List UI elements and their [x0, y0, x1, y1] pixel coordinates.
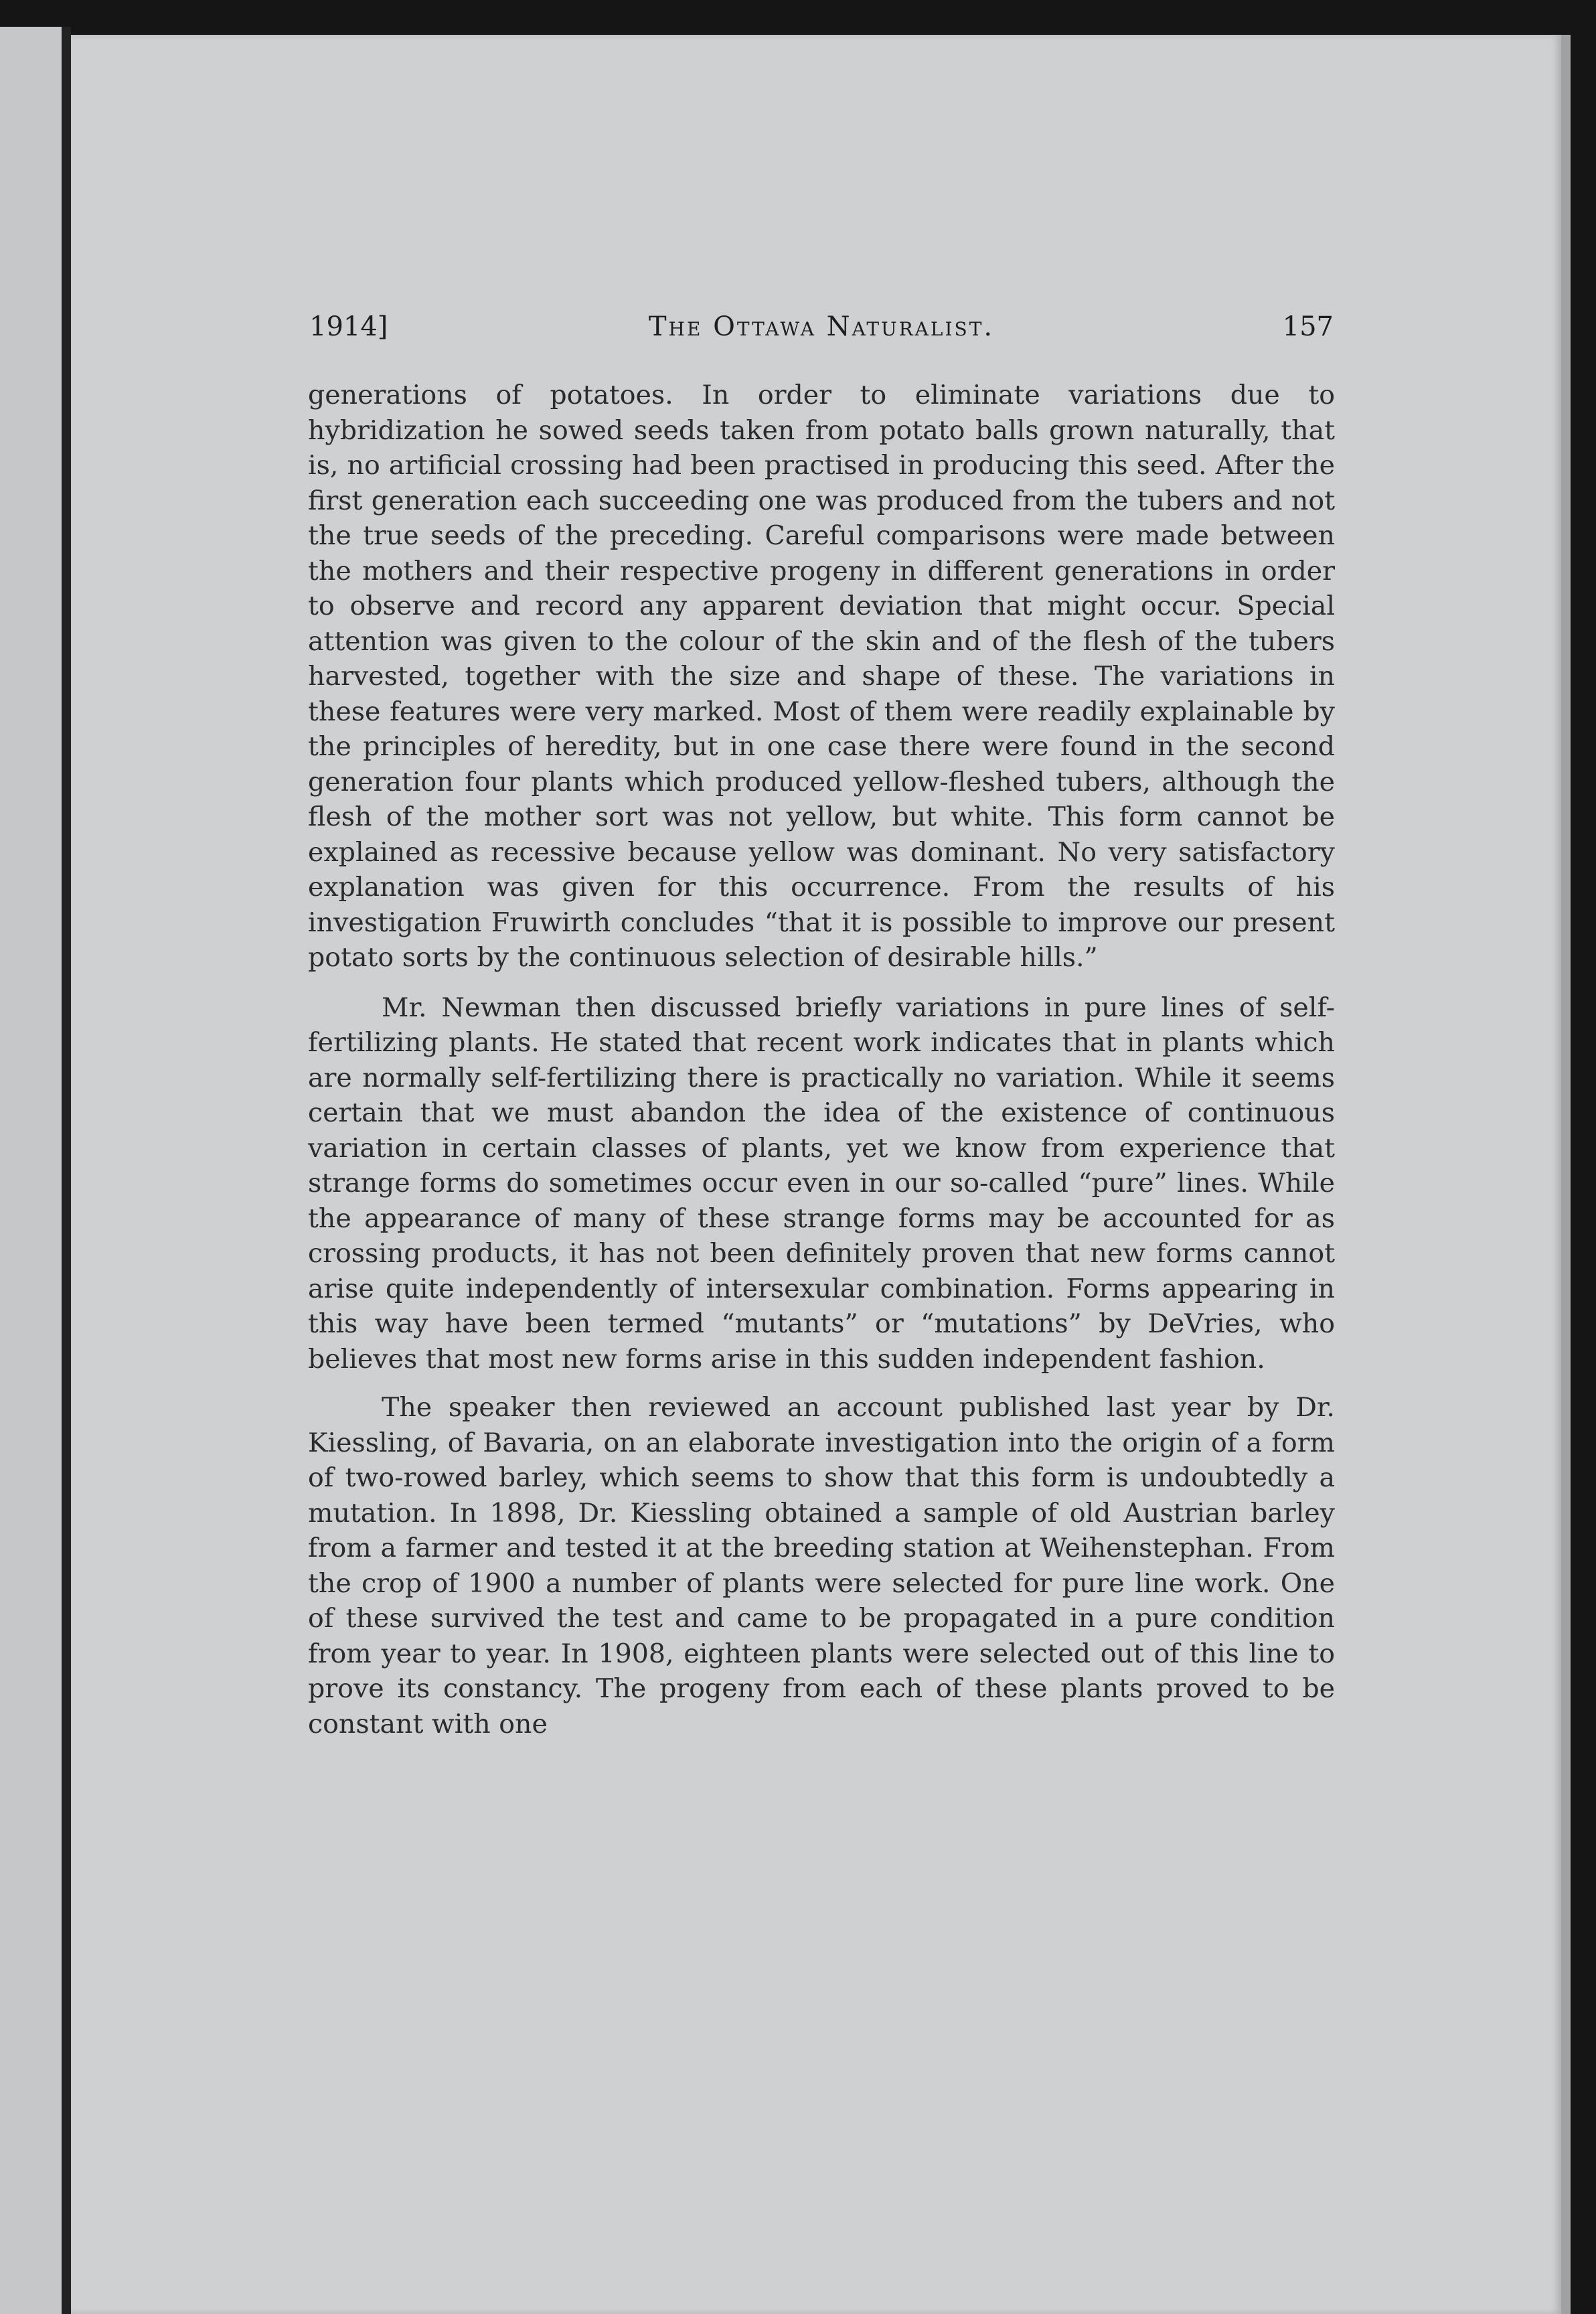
book-spine-shadow: [62, 27, 71, 2314]
paragraph-1: generations of potatoes. In order to eliminate variations due to hybridization he sowed seeds taken from potato balls grown naturally, that is, no artificial crossing had been practised in producing this seed. After the first generation each succeeding one was produced from the tubers and not the true seeds of the preceding. Careful comparisons were made between the mothers and their respective progeny in different generations in order to observe and record any apparent deviation that might occur. Special attention was given to the colour of the skin and of the flesh of the tubers harvested, together with the size and shape of these. The variations in these features were very marked. Most of them were readily explainable by the principles of heredity, but in one case there were found in the second generation four plants which produced yellow-fleshed tubers, although the flesh of the mother sort was not yellow, but white. This form cannot be explained as recessive because yellow was dominant. No very satisfactory explanation was given for this occurrence. From the results of his investigation Fruwirth concludes “that it is possible to improve our present potato sorts by the continuous selection of desirable hills.”: [308, 380, 1335, 973]
paragraph-3: The speaker then reviewed an account published last year by Dr. Kiessling, of Bavaria, on an elaborate investigation into the origin of a form of two-rowed barley, which seems to show that this form is undoubtedly a mutation. In 1898, Dr. Kiessling obtained a sample of old Austrian barley from a farmer and tested it at the breeding station at Weihenstephan. From the crop of 1900 a number of plants were selected for pure line work. One of these survived the test and came to be propagated in a pure condition from year to year. In 1908, eighteen plants were selected out of this line to prove its constancy. The progeny from each of these plants proved to be constant with one: [308, 1392, 1335, 1740]
page-number: 157: [1282, 311, 1334, 342]
header-year: 1914]: [309, 311, 388, 342]
paragraph-2: Mr. Newman then discussed briefly variations in pure lines of self-fertilizing plants. He stated that recent work indicates that in plants which are normally self-fertilizing there is practically no variation. While it seems certain that we must abandon the idea of the existence of continuous variation in certain classes of plants, yet we know from experience that strange forms do sometimes occur even in our so-called “pure” lines. While the appearance of many of these strange forms may be accounted for as crossing products, it has not been definitely proven that new forms cannot arise quite independently of intersexular combination. Forms appearing in this way have been termed “mutants” or “mutations” by DeVries, who believes that most new forms arise in this sudden independent fashion.: [308, 992, 1335, 1375]
page-right-edge: [1561, 35, 1571, 2314]
body-text: [308, 378, 1335, 1755]
journal-title: The Ottawa Naturalist.: [648, 311, 995, 342]
running-header: [309, 311, 1334, 358]
facing-page-edge: [0, 27, 62, 2314]
